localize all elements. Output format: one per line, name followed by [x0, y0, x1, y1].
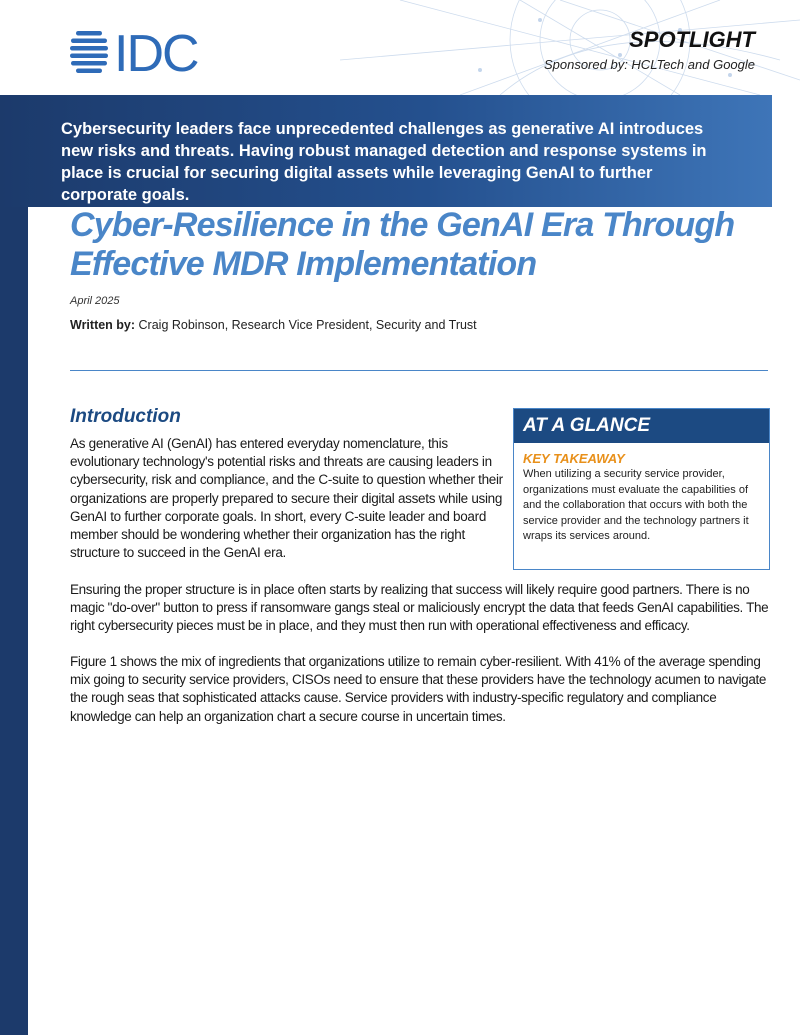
- body-paragraph-3: Figure 1 shows the mix of ingredients that organizations utilize to remain cyber-resilient. With 41% of the average spending mix going to security service providers, CISOs need to ensure that these providers have the technology acumen to navigate the rough seas that sophisticated attacks cause. Service providers with industry-specific regulatory and compliance knowledge can help an organization chart a secure course in uncertain times.: [70, 654, 767, 724]
- body-paragraph-2: Ensuring the proper structure is in place often starts by realizing that success will likely require good partners. There is no magic "do-over" button to press if ransomware gangs steal or maliciously encrypt the data that feeds GenAI capabilities. The right cybersecurity pieces must be in place, and they must then run with operational effectiveness and efficacy.: [70, 582, 769, 634]
- document-title: Cyber-Resilience in the GenAI Era Through Effective MDR Implementation: [70, 206, 735, 283]
- author-name: Craig Robinson, Research Vice President, Security and Trust: [138, 318, 477, 332]
- at-a-glance-heading: AT A GLANCE: [514, 409, 769, 443]
- doc-type-label: SPOTLIGHT: [629, 27, 755, 52]
- key-takeaway-label: KEY TAKEAWAY: [523, 451, 625, 466]
- idc-logo: [70, 28, 215, 74]
- author-label: Written by:: [70, 318, 136, 332]
- publish-date: April 2025: [70, 295, 120, 307]
- author-line: [70, 318, 477, 332]
- introduction-paragraph: As generative AI (GenAI) has entered everyday nomenclature, this evolutionary technology's potential risks and threats are causing leaders in cybersecurity, risk and compliance, and the C-suite to question whether their organizations are properly prepared to secure their digital assets while using GenAI to further corporate goals. In short, every C-suite leader and board member should be wondering whether their organization has the right structure to succeed in the GenAI era.: [70, 436, 503, 561]
- sponsor-line: Sponsored by: HCLTech and Google: [543, 57, 755, 72]
- left-accent-bar: [0, 95, 28, 1035]
- summary-banner-text: Cybersecurity leaders face unprecedented challenges as generative AI introduces new risks and threats. Having robust managed detection and response systems in place is crucial for securing digital assets while leveraging GenAI to further corporate goals.: [61, 120, 707, 204]
- svg-text:IDC: IDC: [114, 28, 198, 74]
- introduction-heading: Introduction: [70, 406, 181, 427]
- at-a-glance-box: [513, 408, 770, 570]
- section-divider: [70, 370, 768, 371]
- key-takeaway-text: When utilizing a security service provider, organizations must evaluate the capabilities of and the collaboration that occurs with both the service provider and the technology partners it wraps its services around.: [523, 468, 749, 543]
